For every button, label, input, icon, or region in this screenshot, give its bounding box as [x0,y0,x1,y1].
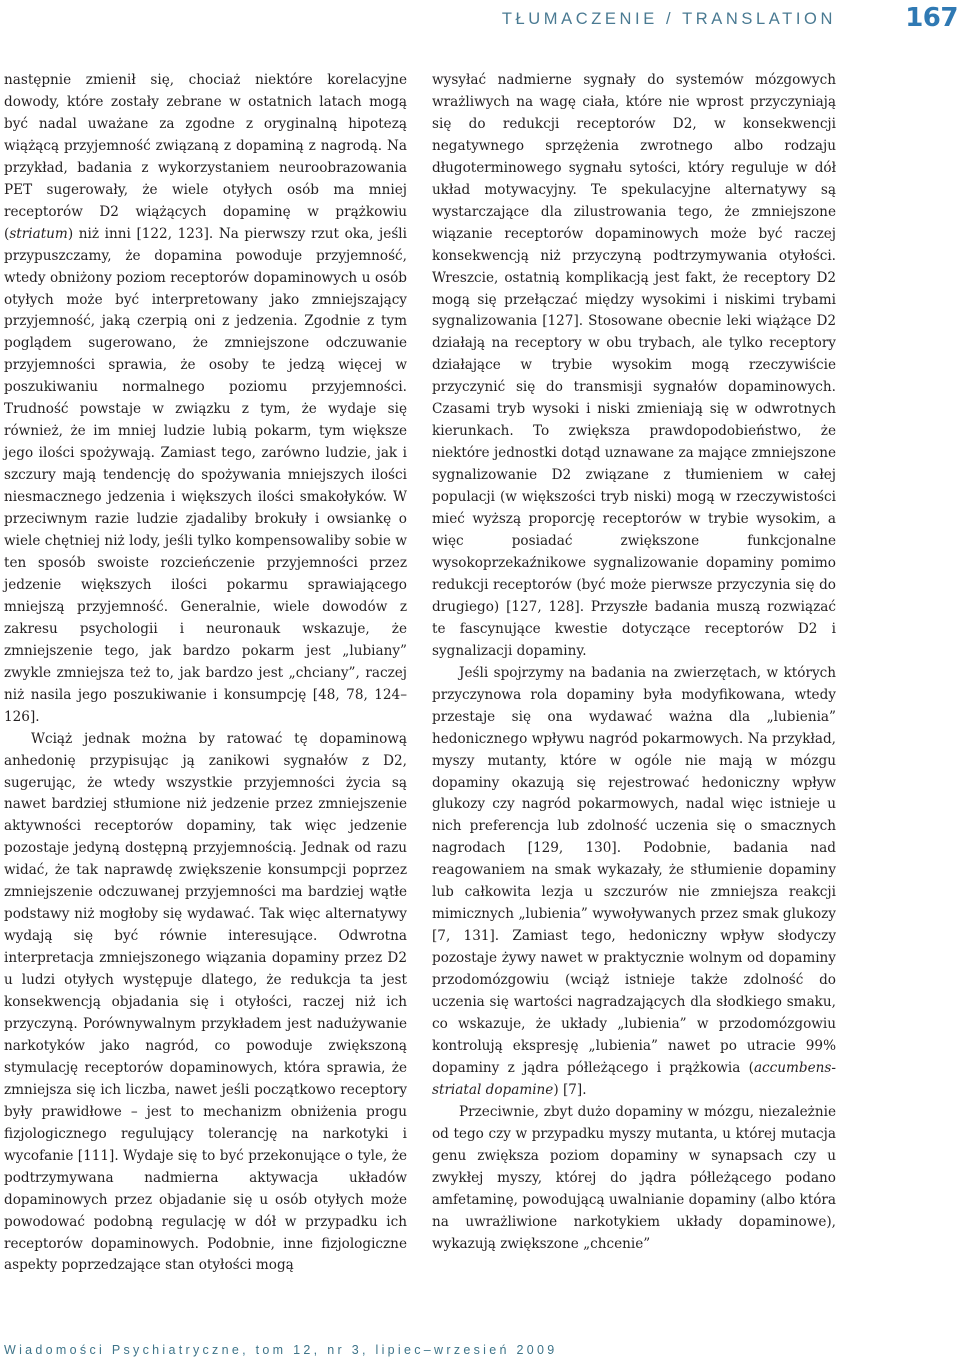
right-text-column [432,70,836,1255]
paragraph: Wciąż jednak można by ratować tę dopaminową anhedonię przypisując ją zanikowi sygnałów z D2, sugerując, że wtedy wszystkie przyjemności życia są nawet bardziej stłumione niż jedzenie przez zmniejszenie aktywności receptorów dopaminy, tak więc jedzenie pozostaje jedyną dostępną przyjemnością. Jednak od razu widać, że tak naprawdę zwiększenie konsumpcji poprzez zmniejszenie odczuwanej przyjemności ma bardziej wątłe podstawy niż mogłoby się wydawać. Tak więc alternatywy wydają się być równie interesujące. Odwrotna interpretacja zmniejszonego wiązania dopaminy przez D2 u ludzi otyłych występuje dlatego, że redukcja ta jest konsekwencją objadania się i otyłości, raczej niż ich przyczyną. Porównywalnym przykładem jest nadużywanie narkotyków jako nagród, co powoduje zwiększoną stymulację receptorów dopaminowych, która sprawia, że zmniejsza się ich liczba, nawet jeśli początkowo receptory były prawidłowe – jest to mechanizm obniżenia progu fizjologicznego regulujący tolerancję na narkotyki i wycofanie [111]. Wydaje się to być przekonujące o tyle, że podtrzymywana nadmierna aktywacja układów dopaminowych przez objadanie się u osób otyłych może powodować podobną regulację w dół w przypadku ich receptorów dopaminowych. Podobnie, inne fizjologiczne aspekty poprzedzające stan otyłości mogą [4,730,407,1274]
section-label: TŁUMACZENIE / TRANSLATION [501,10,836,28]
paragraph [4,70,407,729]
page-number: 167 [905,3,958,33]
paragraph [432,663,836,1102]
latin-term: striatum [9,225,68,242]
paragraph: wysyłać nadmierne sygnały do systemów mózgowych wrażliwych na wagę ciała, które nie wprost przyczyniają się do redukcji receptorów D2, w konsekwencji negatywnego sprzężenia zwrotnego albo rodzaju długoterminowego sygnału sytości, który reguluje w dół układ motywacyjny. Te spekulacyjne alternatywy są wystarczające dla zilustrowania tego, że zmniejszone wiązanie receptorów dopaminowych może być raczej konsekwencją niż przyczyną podtrzymywania otyłości. Wreszcie, ostatnią komplikacją jest fakt, że receptory D2 mogą się przełączać między wysokimi i niskimi trybami sygnalizowania [127]. Stosowane obecnie leki wiążące D2 działają na receptory w obu trybach, ale tylko receptory działające w trybie wysokim mogą rzeczywiście przyczynić się do transmisji sygnałów dopaminowych. Czasami tryb wysoki i niski zmieniają się w odwrotnych kierunkach. To zwiększa prawdopodobieństwo, że niektóre jednostki dotąd uznawane za mające zmniejszone sygnalizowanie D2 związane z tłumieniem w całej populacji (w większości tryb niski) mogą w rzeczywistości mieć wyższą proporcję receptorów w trybie wysokim, a więc posiadać zwiększone funkcjonalne wysokoprzekaźnikowe sygnalizowanie dopaminy pomimo redukcji receptorów (być może pierwsze przyczynia się do drugiego) [127, 128]. Przyszłe badania muszą rozwiązać te fascynujące kwestie dotyczące receptorów D2 i sygnalizacji dopaminy. [432,72,836,659]
paragraph-text: ) [7]. [553,1081,587,1098]
page-header [0,0,960,40]
paragraph: Przeciwnie, zbyt dużo dopaminy w mózgu, niezależnie od tego czy w przypadku myszy mutanta, u której mutacja genu zwiększa poziom dopaminy w synapsach czy u zwykłej myszy, której do jądra półleżącego podano amfetaminę, powodującą uwalnianie dopaminy (albo która na uwrażliwione narkotykiem układy dopaminowe), wykazują zwiększone „chcenie” [432,1103,836,1252]
left-text-column [4,70,407,1277]
journal-footer: Wiadomości Psychiatryczne, tom 12, nr 3, lipiec–wrzesień 2009 [4,1343,558,1357]
paragraph-text: następnie zmienił się, chociaż niektóre korelacyjne dowody, które zostały zebrane w ostatnich latach mogą być nadal uważane za zgodne z oryginalną hipotezą wiążącą przyjemność związaną z dopaminą z nagrodą. Na przykład, badania z wykorzystaniem neuroobrazowania PET sugerowały, że wiele otyłych osób ma mniej receptorów D2 wiążących dopaminę w prążkowiu ( [4,72,407,242]
paragraph-text: ) niż inni [122, 123]. Na pierwszy rzut oka, jeśli przypuszczamy, że dopamina powoduje przyjemność, wtedy obniżony poziom receptorów dopaminowych u osób otyłych może być interpretowany jako zmniejszający przyjemność, jaką czerpią oni z jedzenia. Zgodnie z tym poglądem sugerowano, że zmniejszone odczuwanie przyjemności sprawia, że osoby te jedzą więcej w poszukiwaniu normalnego poziomu przyjemności. Trudność powstaje w związku z tym, że wydaje się również, że im mniej ludzie lubią pokarm, tym większe jego ilości spożywają. Zamiast tego, zarówno ludzie, jak i szczury mają tendencję do spożywania mniejszych ilości niesmacznego jedzenia i większych ilości smakołyków. W przeciwnym razie ludzie zjadaliby brokuły i owsiankę o wiele chętniej niż lody, jeśli tylko kompensowaliby sobie w ten sposób swoiste rozcieńczenie przyjemności przez jedzenie większych ilości pokarmu sprawiającego mniejszą przyjemność. Generalnie, wiele dowodów z zakresu psychologii i neuronauk wskazuje, że zmniejszenie tego, jak bardzo pokarm jest „lubiany” zwykle zmniejsza też to, jak bardzo jest „chciany”, raczej niż nasila jego poszukiwanie i konsumpcję [48, 78, 124–126]. [4,225,407,725]
latin-term: accumbens-striatal dopamine [432,1059,836,1098]
paragraph-text: Jeśli spojrzymy na badania na zwierzętach, w których przyczynowa rola dopaminy była modyfikowana, wtedy przestaje się ona wydawać ważna dla „lubienia” hedonicznego wpływu nagród pokarmowych. Na przykład, myszy mutanty, które w ogóle nie mają w mózgu dopaminy okazują się rejestrować hedoniczny wpływ glukozy czy nagród pokarmowych, nadal więc istnieje u nich preferencja lub zdolność uczenia się o smacznych nagrodach [129, 130]. Podobnie, badania nad reagowaniem na smak wykazały, że stłumienie dopaminy lub całkowita lezja u szczurów nie zmniejsza reakcji mimicznych „lubienia” wywoływanych przez smak glukozy [7, 131]. Zamiast tego, hedoniczny wpływ słodyczy pozostaje żywy nawet w praktycznie wolnym od dopaminy przodomózgowiu (wciąż istnieje także zdolność do uczenia się wartości nagradzających dla słodkiego smaku, co wskazuje, że układy „lubienia” w przodomózgowiu kontrolują ekspresję „lubienia” nawet po utracie 99% dopaminy z jądra półleżącego i prążkowia ( [432,664,836,1076]
